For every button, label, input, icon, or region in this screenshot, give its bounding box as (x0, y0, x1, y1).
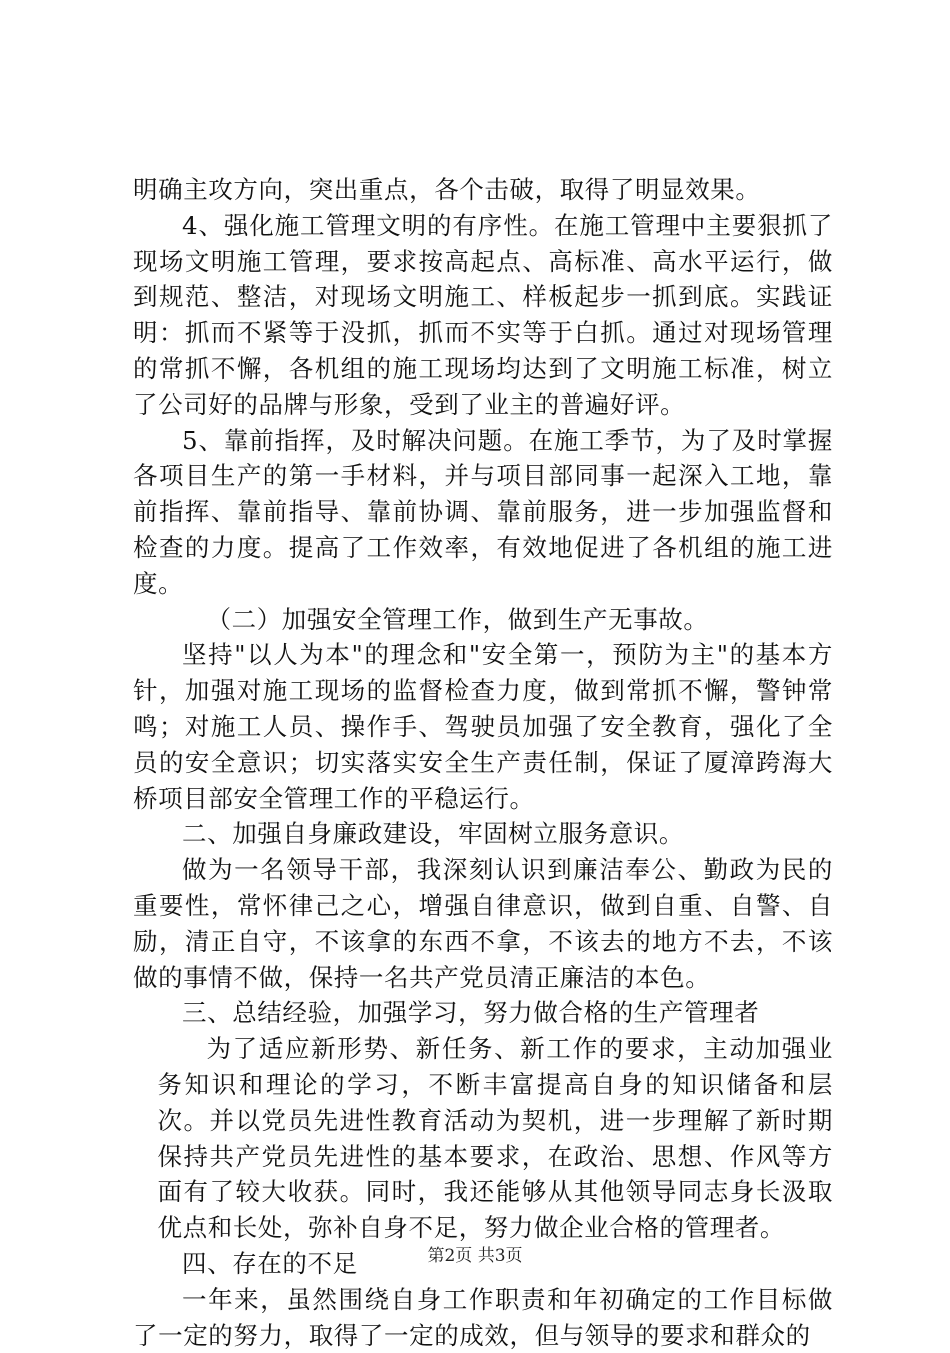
paragraph-item-4: 4、强化施工管理文明的有序性。在施工管理中主要狠抓了现场文明施工管理，要求按高起点、高标准、高水平运行，做到规范、整洁，对现场文明施工、样板起步一抓到底。实践证明：抓而不紧等于没抓，抓而不实等于白抓。通过对现场管理的常抓不懈，各机组的施工现场均达到了文明施工标准，树立了公司好的品牌与形象，受到了业主的普遍好评。 (133, 210, 833, 419)
paragraph-learning: 为了适应新形势、新任务、新工作的要求，主动加强业务知识和理论的学习，不断丰富提高自身的知识储备和层次。并以党员先进性教育活动为契机，进一步理解了新时期保持共产党员先进性的基本要求，在政治、思想、作风等方面有了较大收获。同时，我还能够从其他领导同志身长汲取优点和长处，弥补自身不足，努力做企业合格的管理者。 (157, 1034, 833, 1243)
subheading-safety: （二）加强安全管理工作，做到生产无事故。 (206, 604, 709, 634)
paragraph-integrity: 做为一名领导干部，我深刻认识到廉洁奉公、勤政为民的重要性，常怀律己之心，增强自律意识，做到自重、自警、自励，清正自守，不该拿的东西不拿，不该去的地方不去，不该做的事情不做，保持一名共产党员清正廉洁的本色。 (133, 855, 833, 992)
paragraph-continuation: 明确主攻方向，突出重点，各个击破，取得了明显效果。 (133, 175, 761, 204)
page-footer (0, 1245, 950, 1267)
heading-section-4: 四、存在的不足 (182, 1248, 358, 1278)
heading-section-2: 二、加强自身廉政建设，牢固树立服务意识。 (182, 819, 684, 849)
paragraph-safety: 坚持"以人为本"的理念和"安全第一，预防为主"的基本方针，加强对施工现场的监督检查力度，做到常抓不懈，警钟常鸣；对施工人员、操作手、驾驶员加强了安全教育，强化了全员的安全意识；切实落实安全生产责任制，保证了厦漳跨海大桥项目部安全管理工作的平稳运行。 (133, 640, 833, 813)
document-body (133, 172, 833, 1353)
paragraph-shortcomings: 一年来，虽然围绕自身工作职责和年初确定的工作目标做了一定的努力，取得了一定的成效，但与领导的要求和群众的 (133, 1284, 833, 1350)
heading-section-3: 三、总结经验，加强学习，努力做合格的生产管理者 (182, 998, 760, 1028)
page-number-label: 第2页 共3页 (427, 1246, 523, 1266)
paragraph-item-5: 5、靠前指挥，及时解决问题。在施工季节，为了及时掌握各项目生产的第一手材料，并与项目部同事一起深入工地，靠前指挥、靠前指导、靠前协调、靠前服务，进一步加强监督和检查的力度。提高了工作效率，有效地促进了各机组的施工进度。 (133, 425, 833, 598)
